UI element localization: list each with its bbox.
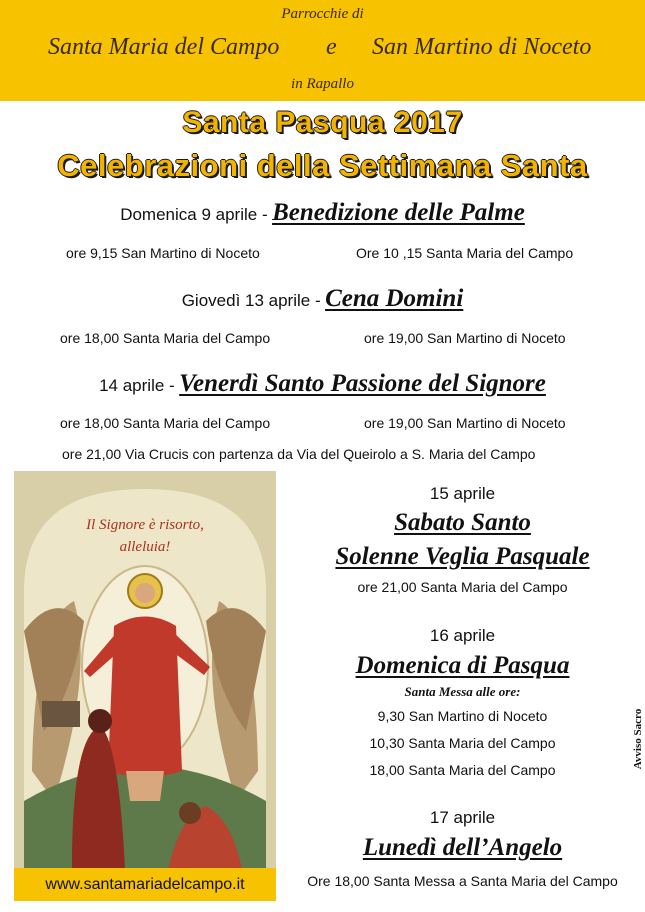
section-angelo-date: 17 aprile xyxy=(429,808,496,827)
avviso-sacro-label: Avviso Sacro xyxy=(632,708,644,770)
section-venerdi-heading xyxy=(0,370,645,398)
section-sabato-date: 15 aprile xyxy=(429,484,496,503)
header-parish-san-martino: San Martino di Noceto xyxy=(372,34,592,60)
page-title: Santa Pasqua 2017 xyxy=(182,106,463,139)
section-angelo-feast: Lunedì dell’Angelo xyxy=(362,834,563,861)
section-cena-feast: Cena Domini xyxy=(325,285,464,312)
section-venerdi-via-crucis: ore 21,00 Via Crucis con partenza da Via del Queirolo a S. Maria del Campo xyxy=(62,446,536,462)
section-angelo-time: Ore 18,00 Santa Messa a Santa Maria del Campo xyxy=(307,873,618,889)
section-venerdi-date: 14 aprile - xyxy=(99,376,175,395)
section-venerdi-feast: Venerdì Santo Passione del Signore xyxy=(179,370,546,397)
section-angelo-feast-line xyxy=(290,834,635,862)
section-palme-time-right: Ore 10 ,15 Santa Maria del Campo xyxy=(356,245,574,261)
section-pasqua-feast-line xyxy=(290,652,635,680)
section-sabato-feast-line2 xyxy=(290,543,635,571)
resurrection-icon-image xyxy=(14,471,276,901)
section-pasqua-date: 16 aprile xyxy=(429,626,496,645)
page-subtitle: Celebrazioni della Settimana Santa xyxy=(57,148,588,183)
header-parish-santa-maria: Santa Maria del Campo xyxy=(48,34,280,60)
header-conjunction: e xyxy=(326,34,337,60)
section-venerdi-time-right: ore 19,00 San Martino di Noceto xyxy=(364,415,566,431)
website-link[interactable]: www.santamariadelcampo.it xyxy=(14,868,276,901)
section-cena-time-right: ore 19,00 San Martino di Noceto xyxy=(364,330,566,346)
section-pasqua-time-1: 9,30 San Martino di Noceto xyxy=(377,708,548,724)
section-cena-date: Giovedì 13 aprile - xyxy=(181,291,321,310)
section-sabato-feast: Sabato Santo xyxy=(394,509,531,536)
header-line-rapallo: in Rapallo xyxy=(291,76,354,92)
icon-caption-line1: Il Signore è risorto, xyxy=(86,517,204,533)
section-pasqua-subtitle: Santa Messa alle ore: xyxy=(404,684,521,699)
parish-header xyxy=(0,0,645,101)
section-venerdi-time-left: ore 18,00 Santa Maria del Campo xyxy=(60,415,271,431)
section-palme-heading xyxy=(0,199,645,227)
section-palme-time-left: ore 9,15 San Martino di Noceto xyxy=(66,245,260,261)
header-line-parrocchie: Parrocchie di xyxy=(281,6,364,22)
section-sabato-time: ore 21,00 Santa Maria del Campo xyxy=(357,579,568,595)
section-pasqua-feast: Domenica di Pasqua xyxy=(355,652,570,679)
section-sabato-vigil: Solenne Veglia Pasquale xyxy=(335,543,590,570)
section-pasqua-time-2: 10,30 Santa Maria del Campo xyxy=(369,735,556,751)
icon-caption-line2: alleluia! xyxy=(119,539,171,555)
section-sabato-feast-line1 xyxy=(290,509,635,537)
section-pasqua-time-3: 18,00 Santa Maria del Campo xyxy=(369,762,556,778)
section-palme-feast: Benedizione delle Palme xyxy=(272,199,525,226)
resurrection-icon-illustration xyxy=(14,471,276,901)
section-palme-date: Domenica 9 aprile - xyxy=(120,205,268,224)
section-cena-heading xyxy=(0,285,645,313)
section-cena-time-left: ore 18,00 Santa Maria del Campo xyxy=(60,330,271,346)
